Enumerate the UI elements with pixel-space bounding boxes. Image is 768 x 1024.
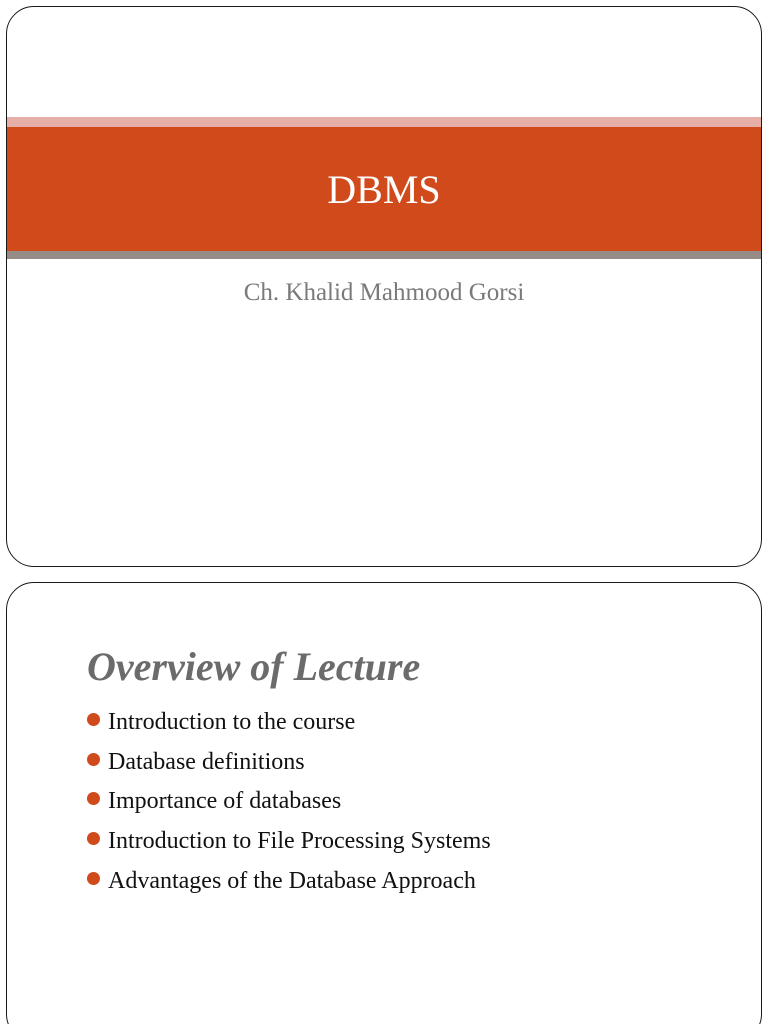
list-item [87, 743, 491, 783]
bullet-dot-icon [87, 753, 100, 766]
bullet-text: Introduction to the course [108, 709, 356, 736]
list-item [87, 861, 491, 901]
bullet-dot-icon [87, 713, 100, 726]
bullet-text: Database definitions [108, 748, 305, 775]
bullet-text: Advantages of the Database Approach [108, 867, 476, 894]
bullet-text: Introduction to File Processing Systems [108, 828, 491, 855]
list-item [87, 703, 491, 743]
bullet-list [87, 703, 491, 901]
title-band-bottom-stripe [7, 251, 761, 259]
bullet-dot-icon [87, 792, 100, 805]
overview-slide [6, 582, 762, 1024]
list-item [87, 782, 491, 822]
title-band-top-stripe [7, 117, 761, 127]
bullet-text: Importance of databases [108, 788, 342, 815]
bullet-dot-icon [87, 832, 100, 845]
slide-subtitle: Ch. Khalid Mahmood Gorsi [243, 279, 525, 306]
bullet-dot-icon [87, 872, 100, 885]
slide-title: DBMS [327, 166, 441, 212]
title-band [7, 127, 761, 251]
overview-heading: Overview of Lecture [87, 644, 421, 689]
title-slide [6, 6, 762, 567]
list-item [87, 822, 491, 862]
